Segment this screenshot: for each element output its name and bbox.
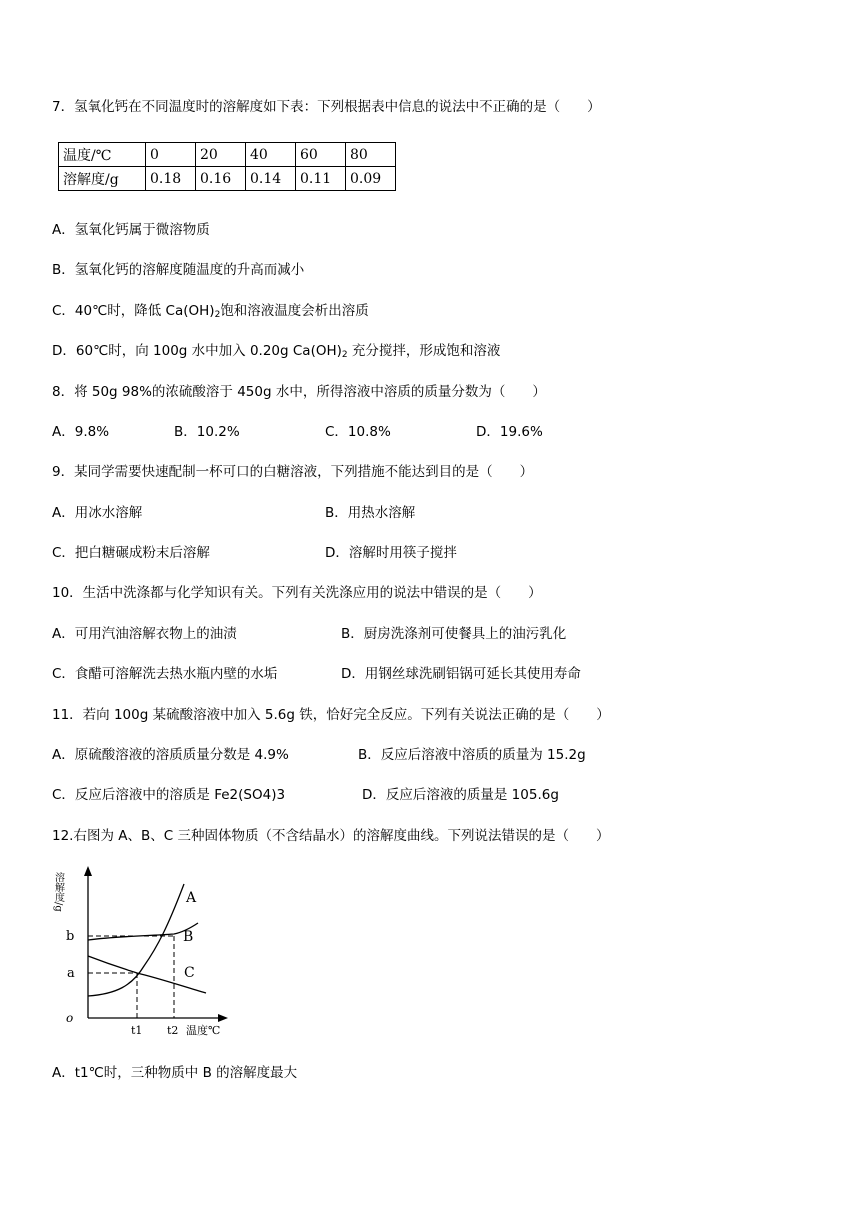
q8-stem: 8．将 50g 98%的浓硫酸溶于 450g 水中，所得溶液中溶质的质量分数为（ ） — [52, 384, 546, 400]
q9-option-a: A．用冰水溶解 — [52, 505, 143, 521]
table-row — [59, 167, 396, 191]
table-cell: 0.11 — [296, 167, 346, 191]
q11-option-c: C．反应后溶液中的溶质是 Fe2(SO4)3 — [52, 787, 286, 803]
tick-label-a: a — [67, 966, 75, 981]
x-axis-arrow-icon — [218, 1014, 228, 1022]
y-axis-arrow-icon — [84, 866, 92, 876]
curve-label-a: A — [186, 890, 197, 906]
y-axis-label — [53, 871, 65, 913]
table-cell: 0.16 — [196, 167, 246, 191]
q11-option-d: D．反应后溶液的质量是 105.6g — [362, 787, 559, 803]
table-row — [59, 143, 396, 167]
q8-option-a: A．9.8% — [52, 424, 110, 440]
q7-option-d-text-end: 充分搅拌，形成饱和溶液 — [347, 343, 501, 359]
q10-option-c: C．食醋可溶解洗去热水瓶内壁的水垢 — [52, 666, 278, 682]
q9-option-b: B．用热水溶解 — [325, 505, 416, 521]
q8-option-c: C．10.8% — [325, 424, 391, 440]
q7-stem: 7．氢氧化钙在不同温度时的溶解度如下表：下列根据表中信息的说法中不正确的是（ ） — [52, 99, 601, 115]
table-cell: 20 — [196, 143, 246, 167]
table-cell: 80 — [346, 143, 396, 167]
q9-option-c: C．把白糖碾成粉末后溶解 — [52, 545, 210, 561]
curve-a — [88, 884, 184, 996]
q7-option-b: B．氢氧化钙的溶解度随温度的升高而减小 — [52, 262, 305, 278]
origin-label: o — [66, 1011, 74, 1025]
table-cell: 40 — [246, 143, 296, 167]
table-cell: 0.14 — [246, 167, 296, 191]
tick-label-t2: t2 — [167, 1024, 179, 1037]
table-header-solubility: 溶解度/g — [59, 167, 146, 191]
x-axis-label: 温度℃ — [186, 1024, 221, 1037]
q7-option-d — [52, 341, 500, 365]
q7-option-d-text: D．60℃时，向 100g 水中加入 0.20g Ca(OH) — [52, 343, 342, 359]
q11-option-a: A．原硫酸溶液的溶质质量分数是 4.9% — [52, 747, 289, 763]
q9-stem: 9．某同学需要快速配制一杯可口的白糖溶液，下列措施不能达到目的是（ ） — [52, 464, 534, 480]
y-axis-label-text: 溶解度/g — [52, 872, 64, 912]
table-header-temperature: 温度/℃ — [59, 143, 146, 167]
q8-option-d: D．19.6% — [476, 424, 543, 440]
curve-b — [88, 923, 198, 940]
q10-option-b: B．厨房洗涤剂可使餐具上的油污乳化 — [341, 626, 567, 642]
q7-option-c-text-end: 饱和溶液温度会析出溶质 — [220, 303, 369, 319]
q12-stem: 12.右图为 A、B、C 三种固体物质（不含结晶水）的溶解度曲线。下列说法错误的是（ ） — [52, 828, 610, 844]
q11-stem: 11．若向 100g 某硫酸溶液中加入 5.6g 铁，恰好完全反应。下列有关说法正确的是（ ） — [52, 707, 610, 723]
curve-label-c: C — [184, 965, 195, 981]
tick-label-b: b — [66, 929, 75, 944]
subscript: 2 — [341, 350, 348, 360]
q8-option-b: B．10.2% — [174, 424, 240, 440]
q7-option-a: A．氢氧化钙属于微溶物质 — [52, 222, 210, 238]
q9-option-d: D．溶解时用筷子搅拌 — [325, 545, 457, 561]
table-cell: 0 — [146, 143, 196, 167]
q10-option-a: A．可用汽油溶解衣物上的油渍 — [52, 626, 237, 642]
table-cell: 0.18 — [146, 167, 196, 191]
subscript: 2 — [214, 310, 221, 320]
q10-stem: 10．生活中洗涤都与化学知识有关。下列有关洗涤应用的说法中错误的是（ ） — [52, 585, 542, 601]
solubility-curve-graph — [52, 860, 238, 1038]
q7-option-c-text: C．40℃时，降低 Ca(OH) — [52, 303, 215, 319]
tick-label-t1: t1 — [131, 1024, 143, 1037]
table-cell: 60 — [296, 143, 346, 167]
q12-option-a: A．t1℃时，三种物质中 B 的溶解度最大 — [52, 1065, 298, 1081]
solubility-table — [58, 142, 396, 191]
q11-option-b: B．反应后溶液中溶质的质量为 15.2g — [358, 747, 586, 763]
table-cell: 0.09 — [346, 167, 396, 191]
curve-label-b: B — [183, 929, 194, 945]
q10-option-d: D．用钢丝球洗刷铝锅可延长其使用寿命 — [341, 666, 581, 682]
q7-option-c — [52, 301, 369, 325]
